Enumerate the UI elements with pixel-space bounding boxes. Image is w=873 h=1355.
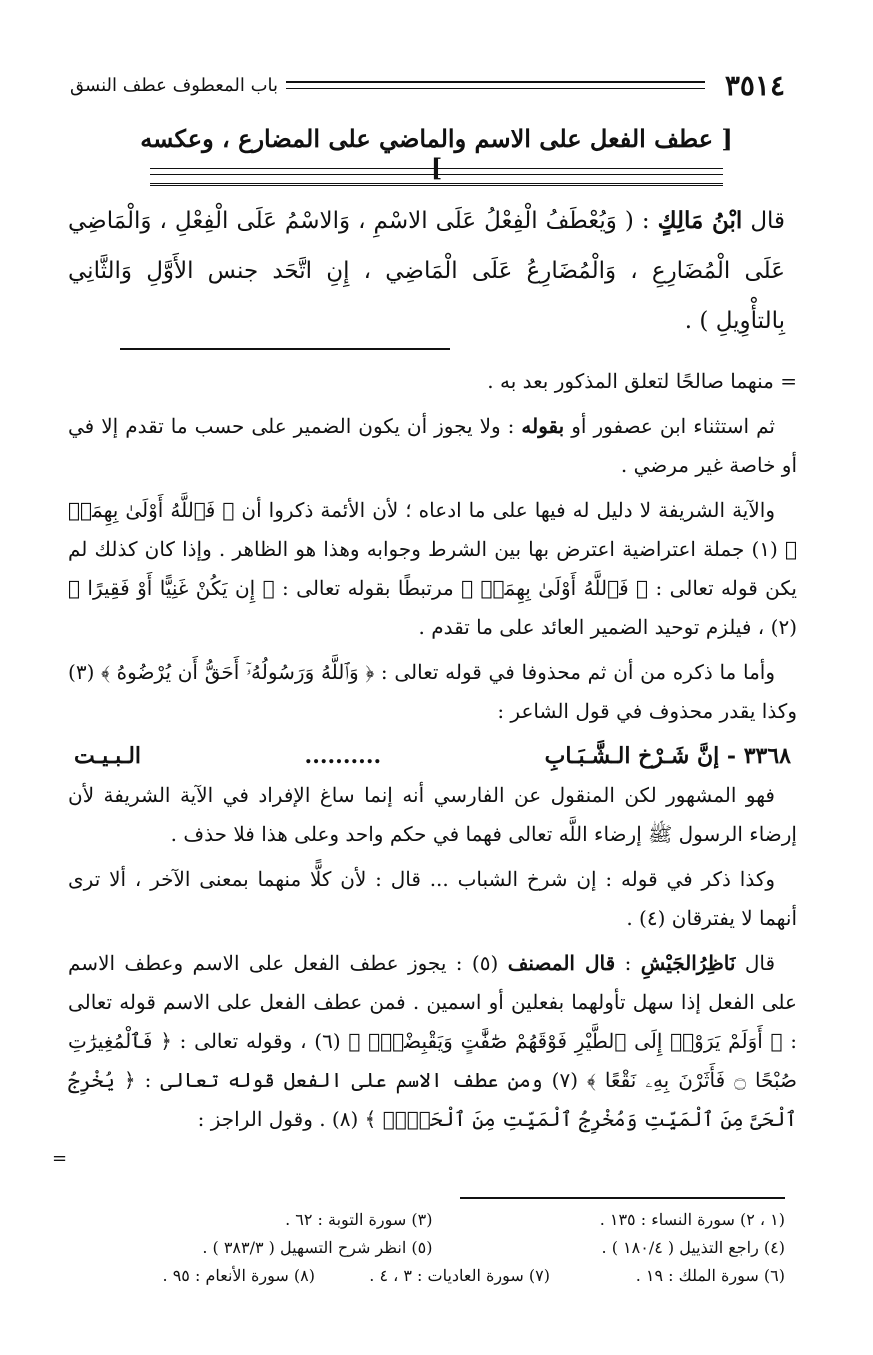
- quote-text: : ( وَيُعْطَفُ الْفِعْلُ عَلَى الاسْمِ ، وَالاسْمُ عَلَى الْفِعْلِ ، وَالْمَاضِي عَلَى الْمُضَارِعِ ، وَالْمُضَارِعُ عَلَى الْمَاضِي ، إِنِ اتَّحَد جنس الأَوَّلِ وَالثَّانِي بِالتأْوِيلِ ) .: [68, 208, 785, 334]
- paragraph-4: وأما ما ذكره من أن ثم محذوفا في قوله تعالى : ﴿ وَٱللَّهُ وَرَسُولُهُۥٓ أَحَقُّ أَن يُرْضُوهُ ﴾ (٣) وكذا يقدر محذوف في قول الشاعر :: [68, 660, 797, 723]
- section-heading: [ عطف الفعل على الاسم والماضي على المضارع ، وعكسه ]: [140, 124, 733, 182]
- footnote-row-1: [80, 1206, 785, 1234]
- footnote-row-2: [80, 1234, 785, 1262]
- footnote-5: (٥) انظر شرح التسهيل ( ٣٨٣/٣ ) .: [202, 1238, 433, 1257]
- footnote-3: (٣) سورة التوبة : ٦٢ .: [285, 1210, 433, 1229]
- ibn-malik-quote: [68, 196, 785, 346]
- paragraph-2-text-a: ثم استثناء ابن عصفور أو: [564, 414, 775, 438]
- footnote-7: (٧) سورة العاديات : ٣ ، ٤ .: [369, 1266, 550, 1285]
- verse-end: الـبـيـت: [74, 743, 142, 769]
- paragraph-1-text: منهما صالحًا لتعلق المذكور بعد به .: [487, 369, 774, 393]
- heading-rules: [150, 168, 723, 186]
- paragraph-5: فهو المشهور لكن المنقول عن الفارسي أنه إنما ساغ الإفراد في الآية الشريفة لأن إرضاء الرسول ﷺ إرضاء اللَّه تعالى فهما في حكم واحد وعلى هذا فلا حذف .: [68, 783, 797, 846]
- paragraph-3: والآية الشريفة لا دليل له فيها على ما ادعاه ؛ لأن الأئمة ذكروا أن ﴿ فَٱللَّهُ أَوْلَىٰ بِهِمَاۖ ﴾ (١) جملة اعتراضية اعترض بها بين الشرط وجوابه وهذا هو الظاهر . وإذا كان كذلك لم يكن قوله تعالى : ﴿ فَٱللَّهُ أَوْلَىٰ بِهِمَاۖ ﴾ مرتبطًا بقوله تعالى : ﴿ إِن يَكُنْ غَنِيًّا أَوْ فَقِيرًا ﴾ (٢) ، فيلزم توحيد الضمير العائد على ما تقدم .: [68, 498, 797, 639]
- footnote-rule: [460, 1197, 785, 1199]
- section-divider: [120, 348, 450, 350]
- header-title: باب المعطوف عطف النسق: [70, 74, 279, 96]
- continuation-mark-end: =: [52, 1148, 68, 1169]
- page-number: ٣٥١٤: [724, 68, 785, 102]
- quote-prefix: قال: [750, 208, 786, 234]
- commentary-body: [68, 362, 797, 1145]
- paragraph-7: [68, 944, 797, 1139]
- paragraph-2-bold: بقوله: [521, 414, 565, 438]
- header-rule: [286, 81, 705, 89]
- running-header: [70, 68, 785, 102]
- author-name: نَاظِرُالجَيْشِ: [640, 951, 736, 975]
- paragraph-7-text-a: قال: [735, 951, 775, 975]
- paragraph-7-text-b: :: [615, 951, 641, 975]
- continuation-mark: =: [780, 369, 797, 393]
- paragraph-6: وكذا ذكر في قوله : إن شرخ الشباب ... قال : لأن كلًّا منهما بمعنى الآخر ، ألا ترى أنهما لا يفترقان (٤) .: [68, 867, 797, 930]
- footnote-row-3: [80, 1262, 785, 1290]
- quote-speaker: ابْنُ مَالِكٍ: [657, 207, 743, 234]
- footnote-6: (٦) سورة الملك : ١٩ .: [635, 1266, 785, 1285]
- paragraph-7-bold: قال المصنف: [507, 951, 616, 975]
- paragraph-2: [68, 407, 797, 485]
- verse-start: ٣٣٦٨ - إنَّ شَـرْخ الـشَّـبَـابِ: [544, 743, 791, 769]
- footnote-8: (٨) سورة الأنعام : ٩٥ .: [162, 1266, 315, 1285]
- footnotes: [80, 1206, 785, 1290]
- footnote-4: (٤) راجع التذييل ( ١٨٠/٤ ) .: [601, 1238, 785, 1257]
- verse-dots: ..........: [304, 743, 382, 769]
- paragraph-1: [68, 362, 797, 401]
- paragraph-7-text-c: (٥) : يجوز عطف الفعل على الاسم وعطف الاسم على الفعل إذا سهل تأولهما بفعلين أو اسمين . فمن عطف الفعل على الاسم قوله تعالى : ﴿ أَوَلَمْ يَرَوْا۟ إِلَى ٱلطَّيْرِ فَوْقَهُمْ صَٰٓفَّٰتٍ وَيَقْبِضْنَۚ ﴾ (٦) ، وقوله تعالى : ﴿ فَٱلْمُغِيرَٰتِ صُبْحًا ۝ فَأَثَرْنَ بِهِۦ نَقْعًا ﴾ (٧) ومن عطف الاسم على الفعل قوله تعالى : ﴿ يُخْرِجُ ٱلْحَىَّ مِنَ ٱلْمَيِّتِ وَمُخْرِجُ ٱلْمَيِّتِ مِنَ ٱلْحَىِّۚ ﴾ (٨) . وقول الراجز :: [68, 951, 797, 1131]
- paragraph-2-text-c: : ولا يجوز أن يكون الضمير على حسب ما تقدم إلا في أو خاصة غير مرضي .: [68, 414, 797, 477]
- poetry-verse: [68, 737, 797, 776]
- footnote-1-2: (١ ، ٢) سورة النساء : ١٣٥ .: [599, 1210, 785, 1229]
